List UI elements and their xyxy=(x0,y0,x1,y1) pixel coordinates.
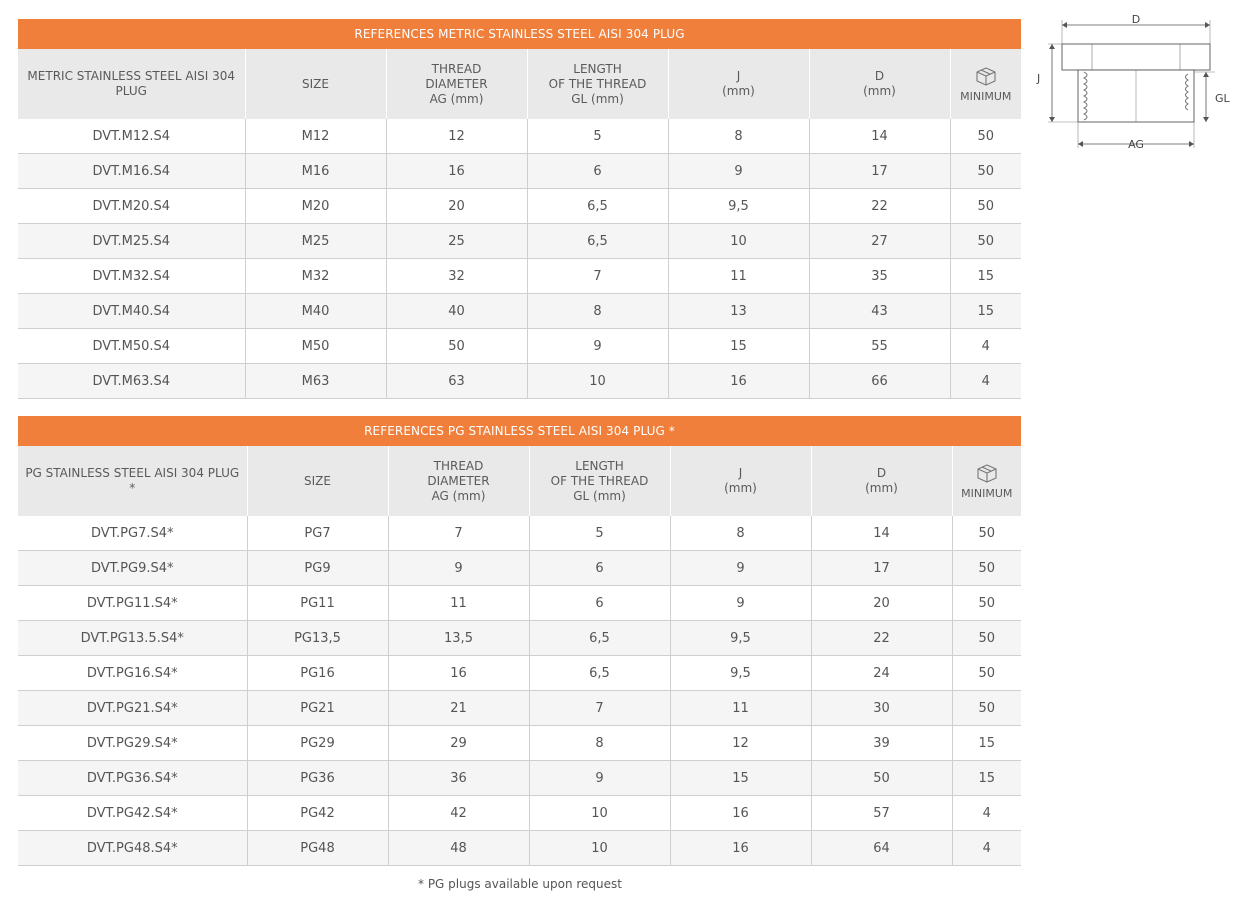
reference-cell: DVT.PG42.S4* xyxy=(18,796,247,831)
table-row xyxy=(18,656,1021,691)
j-cell: 9,5 xyxy=(670,621,811,656)
minimum-cell: 15 xyxy=(952,726,1021,761)
size-cell: M12 xyxy=(245,119,386,154)
header-minimum xyxy=(950,49,1021,119)
minimum-cell: 4 xyxy=(952,831,1021,866)
table-row xyxy=(18,761,1021,796)
minimum-cell: 50 xyxy=(950,154,1021,189)
size-cell: PG21 xyxy=(247,691,388,726)
plug-head xyxy=(1062,44,1210,70)
header-size: SIZE xyxy=(245,49,386,119)
thread-length-cell: 6 xyxy=(527,154,668,189)
table-row xyxy=(18,294,1021,329)
pg-table-body xyxy=(18,516,1021,866)
reference-cell: DVT.M12.S4 xyxy=(18,119,245,154)
d-cell: 22 xyxy=(811,621,952,656)
thread-length-cell: 5 xyxy=(527,119,668,154)
thread-diameter-cell: 48 xyxy=(388,831,529,866)
metric-table-section xyxy=(18,19,1021,399)
thread-length-cell: 9 xyxy=(527,329,668,364)
table-row xyxy=(18,796,1021,831)
size-cell: PG13,5 xyxy=(247,621,388,656)
thread-length-cell: 5 xyxy=(529,516,670,551)
reference-cell: DVT.M32.S4 xyxy=(18,259,245,294)
thread-length-cell: 10 xyxy=(527,364,668,399)
table-row xyxy=(18,831,1021,866)
thread-diameter-cell: 50 xyxy=(386,329,527,364)
j-cell: 10 xyxy=(668,224,809,259)
size-cell: PG36 xyxy=(247,761,388,796)
size-cell: PG42 xyxy=(247,796,388,831)
header-j: J (mm) xyxy=(670,446,811,516)
header-minimum xyxy=(952,446,1021,516)
size-cell: M16 xyxy=(245,154,386,189)
thread-length-cell: 6 xyxy=(529,586,670,621)
size-cell: M63 xyxy=(245,364,386,399)
table-row xyxy=(18,224,1021,259)
minimum-cell: 50 xyxy=(952,656,1021,691)
minimum-cell: 50 xyxy=(950,224,1021,259)
reference-cell: DVT.PG13.5.S4* xyxy=(18,621,247,656)
table-row xyxy=(18,586,1021,621)
minimum-cell: 50 xyxy=(952,551,1021,586)
header-thread-diameter: THREAD DIAMETER AG (mm) xyxy=(388,446,529,516)
d-cell: 57 xyxy=(811,796,952,831)
table-row xyxy=(18,259,1021,294)
thread-diameter-cell: 63 xyxy=(386,364,527,399)
table-row xyxy=(18,189,1021,224)
d-cell: 66 xyxy=(809,364,950,399)
d-cell: 20 xyxy=(811,586,952,621)
j-cell: 15 xyxy=(668,329,809,364)
size-cell: M20 xyxy=(245,189,386,224)
d-cell: 24 xyxy=(811,656,952,691)
thread-length-cell: 10 xyxy=(529,796,670,831)
header-size: SIZE xyxy=(247,446,388,516)
reference-cell: DVT.PG11.S4* xyxy=(18,586,247,621)
j-cell: 9 xyxy=(670,551,811,586)
size-cell: M50 xyxy=(245,329,386,364)
minimum-cell: 15 xyxy=(950,294,1021,329)
j-cell: 9,5 xyxy=(668,189,809,224)
metric-table xyxy=(18,19,1021,399)
d-cell: 27 xyxy=(809,224,950,259)
header-reference: METRIC STAINLESS STEEL AISI 304 PLUG xyxy=(18,49,245,119)
minimum-label: MINIMUM xyxy=(961,486,1013,500)
j-cell: 16 xyxy=(670,796,811,831)
d-cell: 55 xyxy=(809,329,950,364)
thread-length-cell: 7 xyxy=(529,691,670,726)
size-cell: PG16 xyxy=(247,656,388,691)
table-row xyxy=(18,154,1021,189)
j-cell: 11 xyxy=(668,259,809,294)
thread-length-cell: 7 xyxy=(527,259,668,294)
reference-cell: DVT.M40.S4 xyxy=(18,294,245,329)
size-cell: PG9 xyxy=(247,551,388,586)
ag-label: AG xyxy=(1128,138,1144,151)
d-cell: 17 xyxy=(811,551,952,586)
minimum-label: MINIMUM xyxy=(960,89,1012,103)
size-cell: M40 xyxy=(245,294,386,329)
thread-diameter-cell: 36 xyxy=(388,761,529,796)
reference-cell: DVT.M20.S4 xyxy=(18,189,245,224)
d-cell: 22 xyxy=(809,189,950,224)
pg-table-header xyxy=(18,446,1021,516)
minimum-cell: 4 xyxy=(950,364,1021,399)
j-cell: 9,5 xyxy=(670,656,811,691)
reference-cell: DVT.PG36.S4* xyxy=(18,761,247,796)
table-row xyxy=(18,726,1021,761)
j-cell: 11 xyxy=(670,691,811,726)
thread-length-cell: 8 xyxy=(527,294,668,329)
thread-length-cell: 9 xyxy=(529,761,670,796)
thread-diameter-cell: 13,5 xyxy=(388,621,529,656)
j-cell: 16 xyxy=(668,364,809,399)
table-row xyxy=(18,516,1021,551)
thread-diameter-cell: 16 xyxy=(388,656,529,691)
thread-diameter-cell: 7 xyxy=(388,516,529,551)
thread-diameter-cell: 20 xyxy=(386,189,527,224)
header-d: D (mm) xyxy=(811,446,952,516)
header-reference: PG STAINLESS STEEL AISI 304 PLUG * xyxy=(18,446,247,516)
thread-diameter-cell: 16 xyxy=(386,154,527,189)
header-thread-diameter: THREAD DIAMETER AG (mm) xyxy=(386,49,527,119)
reference-cell: DVT.M50.S4 xyxy=(18,329,245,364)
d-cell: 50 xyxy=(811,761,952,796)
minimum-cell: 4 xyxy=(952,796,1021,831)
j-cell: 13 xyxy=(668,294,809,329)
thread-diameter-cell: 9 xyxy=(388,551,529,586)
minimum-cell: 50 xyxy=(952,621,1021,656)
table-row xyxy=(18,551,1021,586)
header-d: D (mm) xyxy=(809,49,950,119)
j-cell: 9 xyxy=(668,154,809,189)
reference-cell: DVT.M25.S4 xyxy=(18,224,245,259)
minimum-cell: 50 xyxy=(952,691,1021,726)
thread-diameter-cell: 40 xyxy=(386,294,527,329)
minimum-cell: 4 xyxy=(950,329,1021,364)
reference-cell: DVT.M16.S4 xyxy=(18,154,245,189)
minimum-cell: 50 xyxy=(952,516,1021,551)
thread-length-cell: 10 xyxy=(529,831,670,866)
metric-table-header xyxy=(18,49,1021,119)
thread-length-cell: 6,5 xyxy=(527,189,668,224)
metric-table-title: REFERENCES METRIC STAINLESS STEEL AISI 304 PLUG xyxy=(18,19,1021,49)
table-row xyxy=(18,329,1021,364)
j-label: J xyxy=(1037,72,1041,85)
thread-diameter-cell: 11 xyxy=(388,586,529,621)
reference-cell: DVT.PG29.S4* xyxy=(18,726,247,761)
metric-table-body xyxy=(18,119,1021,399)
reference-cell: DVT.M63.S4 xyxy=(18,364,245,399)
d-cell: 64 xyxy=(811,831,952,866)
size-cell: PG7 xyxy=(247,516,388,551)
thread-diameter-cell: 25 xyxy=(386,224,527,259)
size-cell: M25 xyxy=(245,224,386,259)
j-cell: 8 xyxy=(670,516,811,551)
thread-length-cell: 8 xyxy=(529,726,670,761)
reference-cell: DVT.PG9.S4* xyxy=(18,551,247,586)
pg-table-section xyxy=(18,416,1021,866)
pg-table xyxy=(18,416,1021,866)
minimum-cell: 15 xyxy=(950,259,1021,294)
d-label: D xyxy=(1131,13,1141,26)
thread-diameter-cell: 42 xyxy=(388,796,529,831)
pg-table-title: REFERENCES PG STAINLESS STEEL AISI 304 PLUG * xyxy=(18,416,1021,446)
j-cell: 9 xyxy=(670,586,811,621)
thread-length-cell: 6 xyxy=(529,551,670,586)
reference-cell: DVT.PG16.S4* xyxy=(18,656,247,691)
reference-cell: DVT.PG48.S4* xyxy=(18,831,247,866)
j-cell: 12 xyxy=(670,726,811,761)
table-row xyxy=(18,364,1021,399)
header-thread-length: LENGTH OF THE THREAD GL (mm) xyxy=(527,49,668,119)
d-cell: 35 xyxy=(809,259,950,294)
size-cell: PG11 xyxy=(247,586,388,621)
table-row xyxy=(18,119,1021,154)
box-icon xyxy=(974,65,998,87)
minimum-cell: 15 xyxy=(952,761,1021,796)
minimum-cell: 50 xyxy=(950,119,1021,154)
d-cell: 17 xyxy=(809,154,950,189)
table-row xyxy=(18,691,1021,726)
thread-length-cell: 6,5 xyxy=(529,656,670,691)
d-cell: 39 xyxy=(811,726,952,761)
j-cell: 8 xyxy=(668,119,809,154)
plug-dimension-diagram xyxy=(1030,10,1230,160)
d-cell: 43 xyxy=(809,294,950,329)
minimum-cell: 50 xyxy=(950,189,1021,224)
reference-cell: DVT.PG7.S4* xyxy=(18,516,247,551)
size-cell: M32 xyxy=(245,259,386,294)
thread-diameter-cell: 29 xyxy=(388,726,529,761)
thread-length-cell: 6,5 xyxy=(527,224,668,259)
table-row xyxy=(18,621,1021,656)
thread-diameter-cell: 21 xyxy=(388,691,529,726)
d-cell: 14 xyxy=(809,119,950,154)
thread-length-cell: 6,5 xyxy=(529,621,670,656)
box-icon xyxy=(975,462,999,484)
size-cell: PG48 xyxy=(247,831,388,866)
reference-cell: DVT.PG21.S4* xyxy=(18,691,247,726)
footnote: * PG plugs available upon request xyxy=(418,877,622,891)
j-cell: 15 xyxy=(670,761,811,796)
minimum-cell: 50 xyxy=(952,586,1021,621)
size-cell: PG29 xyxy=(247,726,388,761)
header-j: J (mm) xyxy=(668,49,809,119)
d-cell: 14 xyxy=(811,516,952,551)
thread-diameter-cell: 32 xyxy=(386,259,527,294)
gl-label: GL xyxy=(1215,92,1230,105)
d-cell: 30 xyxy=(811,691,952,726)
thread-diameter-cell: 12 xyxy=(386,119,527,154)
j-cell: 16 xyxy=(670,831,811,866)
header-thread-length: LENGTH OF THE THREAD GL (mm) xyxy=(529,446,670,516)
